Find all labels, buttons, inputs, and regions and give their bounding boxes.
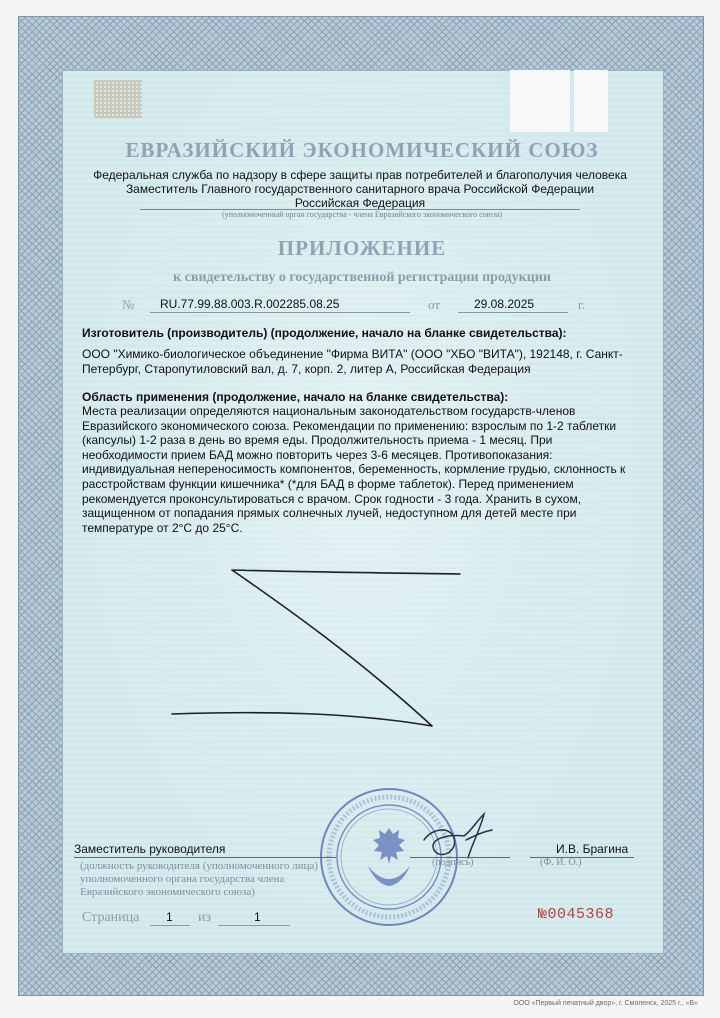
page-total: 1	[254, 910, 261, 924]
position-caption: (должность руководителя (уполномоченного лица) уполномоченного органа государства члена Евразийского экономического союза)	[80, 860, 318, 898]
of-label: из	[198, 910, 212, 925]
role-underline	[74, 857, 336, 858]
page-total-underline	[218, 925, 290, 926]
authority-caption: (уполномоченный орган государства - члена Евразийского экономического союза)	[221, 210, 503, 219]
manufacturer-line: ООО "Химико-биологическое объединение "Фирма ВИТА" (ООО "ХБО "ВИТА"), 192148, г. Санкт-	[82, 347, 623, 361]
scope-line: индивидуальная непереносимость компонентов, беременность, кормление грудью, склонность к	[82, 462, 626, 477]
registration-date: 29.08.2025	[474, 297, 535, 311]
scope-line: температуре от 2°C до 25°C.	[82, 520, 243, 535]
serial-number: №0045368	[538, 906, 615, 923]
registration-number: RU.77.99.88.003.R.002285.08.25	[160, 297, 340, 311]
appendix-title: ПРИЛОЖЕНИЕ	[277, 236, 447, 260]
number-label: №	[122, 297, 135, 312]
handwritten-signature	[410, 800, 510, 880]
year-label: г.	[578, 297, 586, 312]
scope-line: необходимости прием БАД можно повторить через 3-6 месяцев. Противопоказания:	[82, 447, 553, 462]
authority-line-1: Федеральная служба по надзору в сфере защиты прав потребителей и благополучия человека	[93, 168, 627, 182]
page-number-underline	[150, 925, 190, 926]
signatory-role: Заместитель руководителя	[74, 842, 226, 856]
scope-heading: Область применения (продолжение, начало на бланке свидетельства):	[82, 390, 509, 404]
signatory-name: И.В. Брагина	[556, 842, 629, 856]
signature-caption: (подпись)	[432, 857, 474, 868]
scope-line: рекомендуется проконсультироваться с врачом. Срок годности - 3 года. Хранить в сухом,	[82, 491, 582, 506]
authority-line-3: Российская Федерация	[294, 196, 426, 210]
manufacturer-line: Петербург, Старопутиловский вал, д. 7, корп. 2, литер А, Российская Федерация	[82, 361, 531, 376]
printer-imprint: ООО «Первый печатный двор», г. Смоленск, 2025 г., «В»	[513, 1000, 698, 1007]
page-label: Страница	[82, 910, 140, 925]
scope-line: Евразийского экономического союза. Рекомендации по применению: взрослым по 1-2 таблетки	[82, 418, 617, 433]
scope-line: Места реализации определяются национальным законодательством государств-членов	[82, 404, 576, 418]
union-title: ЕВРАЗИЙСКИЙ ЭКОНОМИЧЕСКИЙ СОЮЗ	[125, 138, 599, 162]
fio-caption: (Ф. И. О.)	[540, 857, 582, 868]
scope-line: расстройствам функции кишечника* (*для БАД в форме таблеток). Перед применением	[82, 476, 574, 491]
appendix-subtitle: к свидетельству о государственной регистрации продукции	[173, 270, 551, 285]
manufacturer-heading: Изготовитель (производитель) (продолжение, начало на бланке свидетельства):	[82, 326, 567, 340]
authority-line-2: Заместитель Главного государственного санитарного врача Российской Федерации	[125, 182, 595, 196]
page-number: 1	[166, 910, 173, 924]
from-label: от	[428, 297, 441, 312]
scope-line: (капсулы) 1-2 раза в день во время еды. Продолжительность приема - 1 месяц. При	[82, 433, 553, 448]
scope-line: защищенном от попадания прямых солнечных лучей, недоступном для детей месте при	[82, 506, 577, 521]
